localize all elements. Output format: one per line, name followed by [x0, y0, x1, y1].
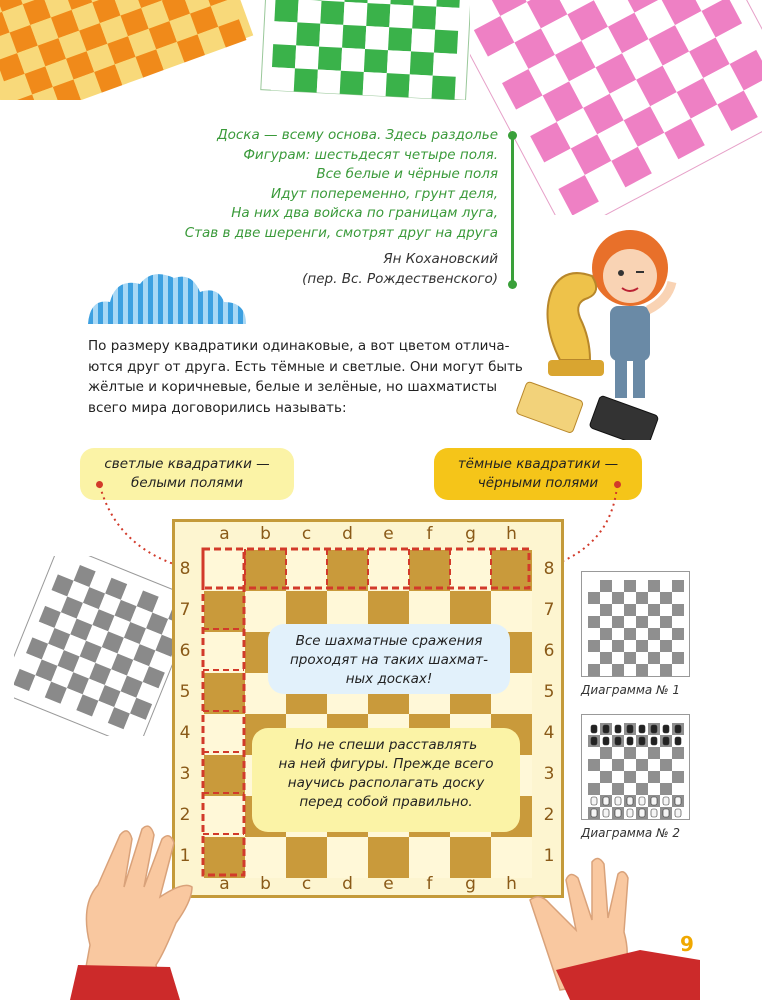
rank-label: 6 [543, 641, 555, 661]
decor-square [672, 652, 684, 664]
file-label: c [301, 524, 312, 544]
rank-label: 3 [179, 764, 191, 784]
decor-square [636, 592, 648, 604]
decor-square [624, 759, 636, 771]
decor-square [272, 44, 296, 68]
poem [150, 126, 498, 289]
decor-square [600, 592, 612, 604]
decor-square [636, 640, 648, 652]
chess-piece-icon [603, 809, 609, 817]
intro-line: жёлтые и коричневые, белые и зелёные, но шахматисты [88, 379, 498, 395]
decor-square [386, 73, 410, 97]
chess-piece-icon [591, 797, 597, 805]
decor-square [588, 592, 600, 604]
chess-piece-icon [651, 725, 657, 733]
decor-square [273, 21, 297, 45]
diagram-1-board [581, 571, 690, 677]
chess-piece-icon [615, 737, 621, 745]
decor-square [600, 783, 612, 795]
decor-square [636, 604, 648, 616]
decor-square [320, 1, 344, 25]
rank-label: 1 [543, 846, 555, 866]
decor-square [660, 592, 672, 604]
decor-square [434, 30, 458, 54]
decor-square [660, 771, 672, 783]
chess-piece-icon [663, 809, 669, 817]
intro-line: всего мира договорились называть: [88, 399, 347, 416]
decor-square [672, 664, 684, 676]
decor-square [612, 580, 624, 592]
decor-square [624, 604, 636, 616]
info-bubble-1: Все шахматные сражения проходят на таких шахмат- ных досках! [268, 624, 510, 694]
decor-square [588, 604, 600, 616]
decor-square [636, 664, 648, 676]
file-label: a [219, 524, 230, 544]
decor-square [660, 628, 672, 640]
decor-square [660, 759, 672, 771]
decor-square [600, 640, 612, 652]
decor-square [648, 580, 660, 592]
chess-piece-icon [639, 725, 645, 733]
decor-square [588, 664, 600, 676]
decor-square [612, 628, 624, 640]
rank-label: 2 [179, 805, 191, 825]
file-label: b [260, 524, 271, 544]
decor-square [660, 652, 672, 664]
decor-square [672, 783, 684, 795]
decor-square [342, 25, 366, 49]
decor-square [648, 628, 660, 640]
rank-label: 8 [543, 559, 555, 579]
decor-square [624, 616, 636, 628]
decor-square [624, 664, 636, 676]
decor-square [636, 616, 648, 628]
decor-square [648, 652, 660, 664]
decor-square [410, 51, 434, 75]
decor-square [624, 628, 636, 640]
decor-square [648, 783, 660, 795]
decor-square [318, 47, 342, 71]
decor-square [648, 604, 660, 616]
poem-author: Ян Кохановский (пер. Вс. Рождественского) [302, 251, 498, 287]
decor-square [588, 616, 600, 628]
decor-square [365, 26, 389, 50]
intro-line: ются друг от друга. Есть тёмные и светлые. Они могут быть [88, 358, 523, 375]
chess-piece-icon [663, 725, 669, 733]
file-label: e [383, 524, 394, 544]
decor-square [436, 0, 460, 8]
decor-square [648, 640, 660, 652]
decor-square [648, 759, 660, 771]
file-label: e [383, 874, 394, 894]
poem-line: Фигурам: шестьдесят четыре поля. [243, 146, 498, 163]
decor-square [600, 759, 612, 771]
decor-square [636, 759, 648, 771]
rank-label: 7 [543, 600, 555, 620]
decor-square [660, 604, 672, 616]
rank-label: 1 [179, 846, 191, 866]
decor-square [624, 652, 636, 664]
decor-square [672, 771, 684, 783]
chess-piece-icon [627, 809, 633, 817]
rank-label: 5 [179, 682, 191, 702]
decor-square [317, 70, 341, 94]
grey-board-decoration-left [14, 556, 184, 736]
chess-piece-icon [627, 737, 633, 745]
poem-line: Идут попеременно, грунт деля, [271, 185, 498, 202]
rank-label: 2 [543, 805, 555, 825]
decor-square [600, 628, 612, 640]
decor-square [624, 592, 636, 604]
decor-square [624, 640, 636, 652]
right-hand-illustration [520, 840, 700, 1000]
decor-square [624, 783, 636, 795]
page-number: 9 [680, 932, 694, 956]
decor-square [612, 759, 624, 771]
decor-square [648, 592, 660, 604]
decor-square [660, 664, 672, 676]
rank-label: 8 [179, 559, 191, 579]
decor-square [648, 664, 660, 676]
decor-square [612, 783, 624, 795]
decor-square [672, 747, 684, 759]
boy-illustration [490, 210, 690, 440]
decor-square [388, 27, 412, 51]
decor-square [636, 652, 648, 664]
file-label: c [301, 874, 312, 894]
poem-line: Все белые и чёрные поля [316, 166, 498, 182]
chess-piece-icon [603, 797, 609, 805]
cloud-decoration [88, 268, 248, 328]
light-squares-label: светлые квадратики — белыми полями [80, 448, 294, 500]
diagram-2-caption: Диаграмма № 2 [581, 826, 681, 840]
decor-square [600, 652, 612, 664]
decor-square [660, 747, 672, 759]
decor-square [588, 747, 600, 759]
poem-dot-top [508, 131, 517, 140]
chess-piece-icon [675, 737, 681, 745]
decor-square [672, 628, 684, 640]
decor-square [612, 616, 624, 628]
decor-square [672, 580, 684, 592]
chess-piece-icon [639, 809, 645, 817]
decor-square [660, 640, 672, 652]
decor-square [341, 48, 365, 72]
decor-square [387, 50, 411, 74]
chess-piece-icon [663, 737, 669, 745]
chess-piece-icon [615, 797, 621, 805]
decor-square [672, 604, 684, 616]
decor-square [588, 628, 600, 640]
decor-square [612, 640, 624, 652]
chess-piece-icon [675, 725, 681, 733]
decor-square [624, 580, 636, 592]
orange-board-decoration [0, 0, 270, 100]
chess-piece-icon [651, 797, 657, 805]
decor-square [672, 640, 684, 652]
decor-square [612, 747, 624, 759]
decor-square [636, 628, 648, 640]
decor-square [600, 604, 612, 616]
decor-square [600, 616, 612, 628]
decor-square [600, 664, 612, 676]
decor-square [636, 783, 648, 795]
chess-piece-icon [603, 725, 609, 733]
file-label: g [465, 874, 476, 894]
rank-label: 3 [543, 764, 555, 784]
chess-piece-icon [591, 809, 597, 817]
decor-square [624, 747, 636, 759]
decor-square [648, 747, 660, 759]
diagram-2-board [581, 714, 690, 820]
chess-piece-icon [591, 737, 597, 745]
poem-line: Доска — всему основа. Здесь раздолье [217, 127, 498, 143]
decor-square [624, 771, 636, 783]
decor-square [636, 771, 648, 783]
decor-square [588, 759, 600, 771]
chess-piece-icon [615, 725, 621, 733]
chess-piece-icon [627, 797, 633, 805]
decor-square [295, 45, 319, 69]
decor-square [600, 580, 612, 592]
decor-square [588, 771, 600, 783]
chess-piece-icon [639, 737, 645, 745]
decor-square [409, 74, 433, 98]
chess-piece-icon [675, 797, 681, 805]
chess-piece-icon [591, 725, 597, 733]
info-bubble-2: Но не спеши расставлять на ней фигуры. Прежде всего научись располагать доску перед собой правильно. [252, 728, 520, 832]
chess-piece-icon [663, 797, 669, 805]
rank-label: 4 [543, 723, 555, 743]
chess-piece-icon [639, 797, 645, 805]
decor-square [636, 580, 648, 592]
decor-square [588, 580, 600, 592]
decor-square [612, 592, 624, 604]
decor-square [343, 2, 367, 26]
decor-square [660, 616, 672, 628]
file-label: d [342, 874, 353, 894]
decor-square [648, 616, 660, 628]
decor-square [364, 49, 388, 73]
rank-label: 5 [543, 682, 555, 702]
decor-square [274, 0, 298, 22]
chess-piece-icon [603, 737, 609, 745]
chess-piece-icon [651, 737, 657, 745]
decor-square [588, 652, 600, 664]
decor-square [319, 24, 343, 48]
decor-square [636, 747, 648, 759]
decor-square [672, 759, 684, 771]
decor-square [363, 72, 387, 96]
decor-square [612, 771, 624, 783]
decor-square [411, 28, 435, 52]
diagram-1-caption: Диаграмма № 1 [581, 683, 681, 697]
decor-square [672, 592, 684, 604]
decor-square [271, 67, 295, 91]
decor-square [433, 53, 457, 77]
dark-squares-label: тёмные квадратики — чёрными полями [434, 448, 642, 500]
decor-square [660, 783, 672, 795]
rank-label: 7 [179, 600, 191, 620]
decor-square [612, 652, 624, 664]
decor-square [389, 4, 413, 28]
decor-square [294, 68, 318, 92]
decor-square [412, 5, 436, 29]
left-hand-illustration [60, 825, 260, 1000]
decor-square [648, 771, 660, 783]
file-label: b [260, 874, 271, 894]
decor-square [588, 640, 600, 652]
decor-square [297, 0, 321, 24]
decor-square [600, 771, 612, 783]
decor-square [588, 783, 600, 795]
green-board-decoration [258, 0, 473, 100]
intro-line: По размеру квадратики одинаковые, а вот цветом отлича- [88, 338, 510, 354]
file-label: a [219, 874, 230, 894]
chess-piece-icon [651, 809, 657, 817]
decor-square [612, 664, 624, 676]
decor-square [660, 580, 672, 592]
file-label: f [426, 524, 433, 544]
decor-square [432, 76, 456, 100]
poem-line: На них два войска по границам луга, [231, 205, 498, 221]
decor-square [600, 747, 612, 759]
poem-line: Став в две шеренги, смотрят друг на друга [184, 224, 498, 241]
chess-piece-icon [627, 725, 633, 733]
rank-label: 4 [179, 723, 191, 743]
file-label: h [506, 874, 517, 894]
rank-label: 6 [179, 641, 191, 661]
decor-square [296, 22, 320, 46]
decor-square [340, 71, 364, 95]
chess-piece-icon [615, 809, 621, 817]
file-label: d [342, 524, 353, 544]
decor-square [366, 3, 390, 27]
file-label: f [426, 874, 433, 894]
intro-paragraph [88, 336, 523, 418]
file-label: h [506, 524, 517, 544]
decor-square [672, 616, 684, 628]
file-label: g [465, 524, 476, 544]
chess-piece-icon [675, 809, 681, 817]
decor-square [612, 604, 624, 616]
decor-square [435, 7, 459, 31]
